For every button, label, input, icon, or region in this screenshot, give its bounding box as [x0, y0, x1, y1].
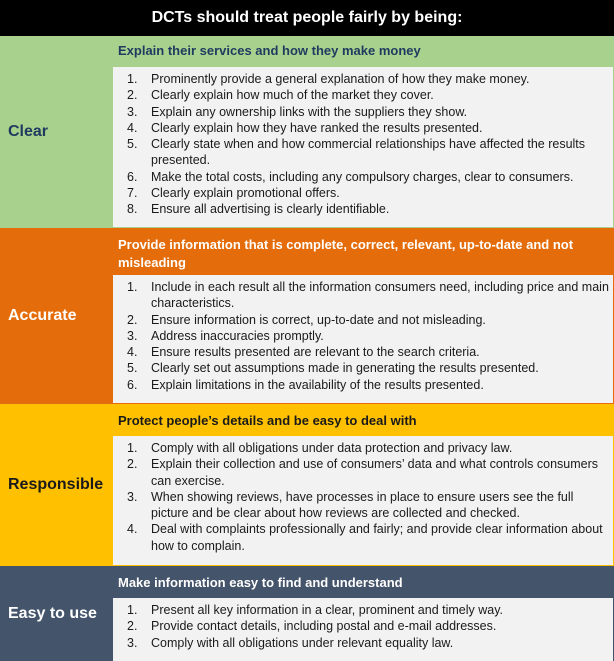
list-item: 3. Explain any ownership links with the suppliers they show. — [127, 104, 468, 119]
section-heading: Make information easy to find and understand — [118, 575, 403, 590]
list-item: 8. Ensure all advertising is clearly identifiable. — [127, 202, 390, 217]
list-item: 4. Deal with complaints professionally and fairly; and provide clear information about how to complain. — [127, 522, 603, 553]
list-item: 6. Explain limitations in the availability of the results presented. — [127, 377, 484, 392]
section-label: Clear — [8, 123, 49, 140]
list-item: 1. Include in each result all the information consumers need, including price and main characteristics. — [127, 280, 609, 311]
list-item: 2. Explain their collection and use of consumers’ data and what controls consumers can exercise. — [127, 457, 598, 488]
list-item: 3. Comply with all obligations under relevant equality law. — [127, 635, 454, 650]
section-list — [113, 275, 613, 403]
section-responsible — [0, 404, 614, 566]
section-list — [113, 598, 613, 661]
section-label: Responsible — [8, 476, 104, 493]
list-item: 7. Clearly explain promotional offers. — [127, 186, 340, 201]
page-title: DCTs should treat people fairly by being: — [0, 0, 614, 36]
section-label: Easy to use — [8, 604, 97, 622]
list-item: 2. Clearly explain how much of the market they cover. — [127, 88, 434, 103]
list-item: 1. Comply with all obligations under data protection and privacy law. — [127, 441, 513, 455]
list-item: 2. Provide contact details, including postal and e-mail addresses. — [127, 619, 497, 634]
list-item: 1. Present all key information in a clear, prominent and timely way. — [127, 603, 504, 617]
list-item: 5. Clearly state when and how commercial relationships have affected the results presented. — [127, 137, 586, 168]
section-clear — [0, 36, 614, 228]
list-item: 4. Clearly explain how they have ranked the results presented. — [127, 120, 483, 135]
list-item: 5. Clearly set out assumptions made in generating the results presented. — [127, 361, 539, 376]
section-list — [113, 436, 613, 565]
list-item: 4. Ensure results presented are relevant to the search criteria. — [127, 345, 480, 360]
section-heading: Protect people’s details and be easy to deal with — [118, 413, 417, 428]
list-item: 2. Ensure information is correct, up-to-date and not misleading. — [127, 312, 486, 327]
list-item: 6. Make the total costs, including any compulsory charges, clear to consumers. — [127, 169, 574, 184]
list-item: 3. When showing reviews, have processes in place to ensure users see the full picture and be clear about how reviews are collected and checked. — [127, 489, 574, 521]
section-accurate — [0, 228, 614, 404]
list-item: 1. Prominently provide a general explanation of how they make money. — [127, 72, 530, 86]
section-list — [113, 67, 613, 227]
section-heading: Provide information that is complete, correct, relevant, up-to-date and not misleading — [118, 237, 574, 270]
list-item: 3. Address inaccuracies promptly. — [127, 328, 324, 343]
section-label: Accurate — [8, 307, 77, 324]
section-easy-to-use — [0, 566, 614, 661]
section-heading: Explain their services and how they make money — [118, 43, 421, 58]
